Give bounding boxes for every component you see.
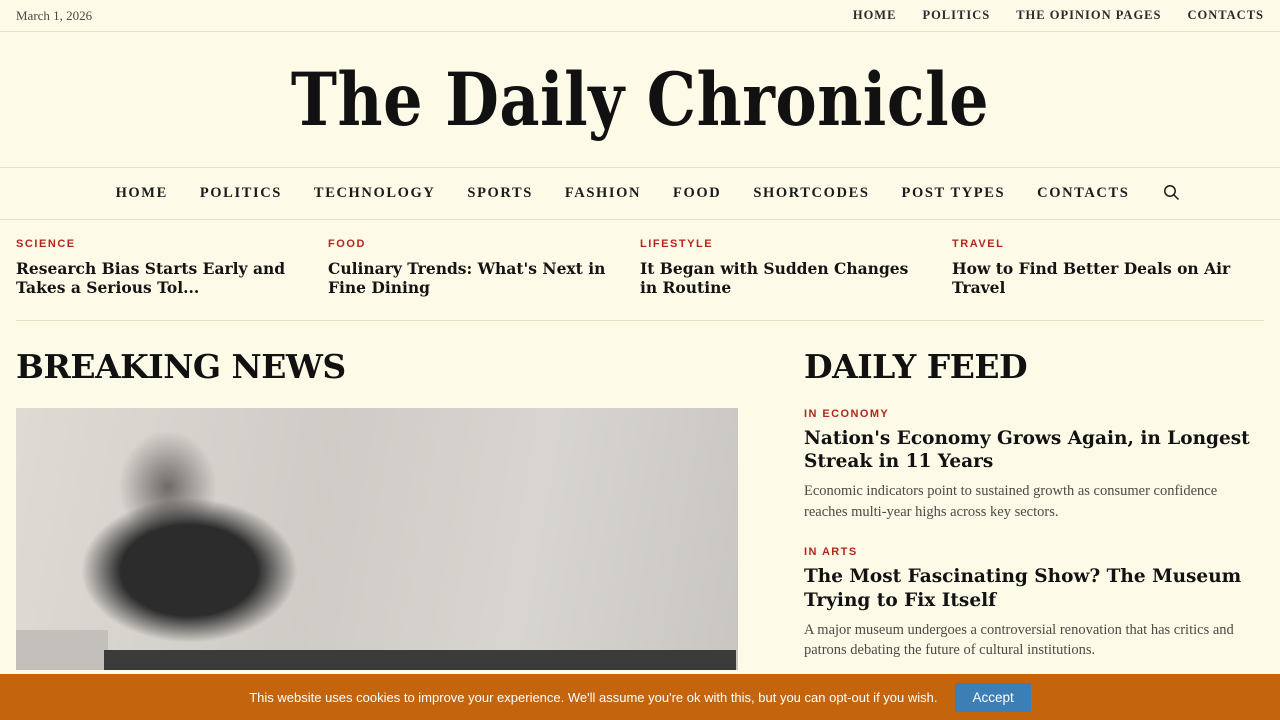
list-item[interactable] — [804, 546, 1264, 661]
nav-item-politics[interactable]: POLITICS — [199, 185, 282, 201]
nav-item-food[interactable]: FOOD — [673, 185, 722, 201]
highlight-headline[interactable]: It Began with Sudden Changes in Routine — [640, 259, 909, 298]
masthead — [0, 32, 1280, 168]
daily-feed-section — [804, 347, 1264, 685]
highlight-item[interactable] — [16, 238, 328, 298]
primary-nav — [0, 168, 1280, 220]
nav-item-technology[interactable]: TECHNOLOGY — [313, 185, 436, 201]
main-content — [0, 321, 1280, 685]
current-date: March 1, 2026 — [16, 7, 93, 23]
highlight-item[interactable] — [328, 238, 640, 298]
breaking-news-section — [16, 347, 760, 685]
nav-item-sports[interactable]: SPORTS — [467, 185, 533, 201]
search-button[interactable] — [1163, 184, 1180, 204]
highlight-category: LIFESTYLE — [640, 238, 714, 250]
feed-item-kicker: IN ARTS — [804, 546, 858, 559]
feed-item-headline[interactable]: Nation's Economy Grows Again, in Longest Streak in 11 Years — [804, 427, 1250, 472]
highlight-item[interactable] — [640, 238, 952, 298]
cookie-accept-button[interactable]: Accept — [955, 683, 1030, 712]
site-title[interactable]: The Daily Chronicle — [290, 56, 990, 143]
search-icon — [1163, 184, 1180, 204]
highlight-category: FOOD — [328, 238, 366, 250]
cookie-consent-bar — [0, 674, 1280, 720]
list-item[interactable] — [804, 408, 1264, 523]
highlight-headline[interactable]: Research Bias Starts Early and Takes a Serious Tol... — [16, 259, 286, 298]
breaking-news-image[interactable] — [16, 408, 738, 670]
utility-bar — [0, 0, 1280, 32]
feed-item-summary: Economic indicators point to sustained growth as consumer confidence reaches multi-year highs across key sectors. — [804, 483, 1218, 520]
feed-item-kicker: IN ECONOMY — [804, 407, 890, 420]
nav-item-fashion[interactable]: FASHION — [564, 185, 642, 201]
nav-item-post-types[interactable]: POST TYPES — [901, 185, 1006, 201]
utility-nav-item-contacts[interactable]: CONTACTS — [1187, 8, 1264, 22]
nav-item-shortcodes[interactable]: SHORTCODES — [753, 185, 870, 201]
highlight-strip — [0, 220, 1280, 298]
highlight-category: SCIENCE — [16, 238, 76, 250]
hero-foreground-left — [16, 630, 108, 670]
utility-nav-item-opinion-pages[interactable]: THE OPINION PAGES — [1016, 8, 1162, 22]
utility-nav-item-home[interactable]: HOME — [852, 8, 897, 22]
feed-item-summary: A major museum undergoes a controversial renovation that has critics and patrons debating the future of cultural institutions. — [804, 621, 1234, 659]
nav-item-contacts[interactable]: CONTACTS — [1037, 185, 1130, 201]
utility-nav — [853, 8, 1264, 23]
utility-nav-item-politics[interactable]: POLITICS — [922, 8, 991, 22]
hero-foreground-bar — [104, 650, 736, 670]
highlight-headline[interactable]: How to Find Better Deals on Air Travel — [952, 259, 1231, 298]
breaking-news-heading: BREAKING NEWS — [16, 346, 346, 386]
daily-feed-heading: DAILY FEED — [804, 346, 1028, 386]
nav-item-home[interactable]: HOME — [115, 185, 168, 201]
highlight-headline[interactable]: Culinary Trends: What's Next in Fine Dining — [328, 259, 606, 298]
highlight-category: TRAVEL — [952, 238, 1005, 250]
cookie-consent-message: This website uses cookies to improve your experience. We'll assume you're ok with this, but you can opt-out if you wish. — [249, 689, 938, 705]
feed-item-headline[interactable]: The Most Fascinating Show? The Museum Trying to Fix Itself — [804, 566, 1242, 611]
highlight-item[interactable] — [952, 238, 1264, 298]
